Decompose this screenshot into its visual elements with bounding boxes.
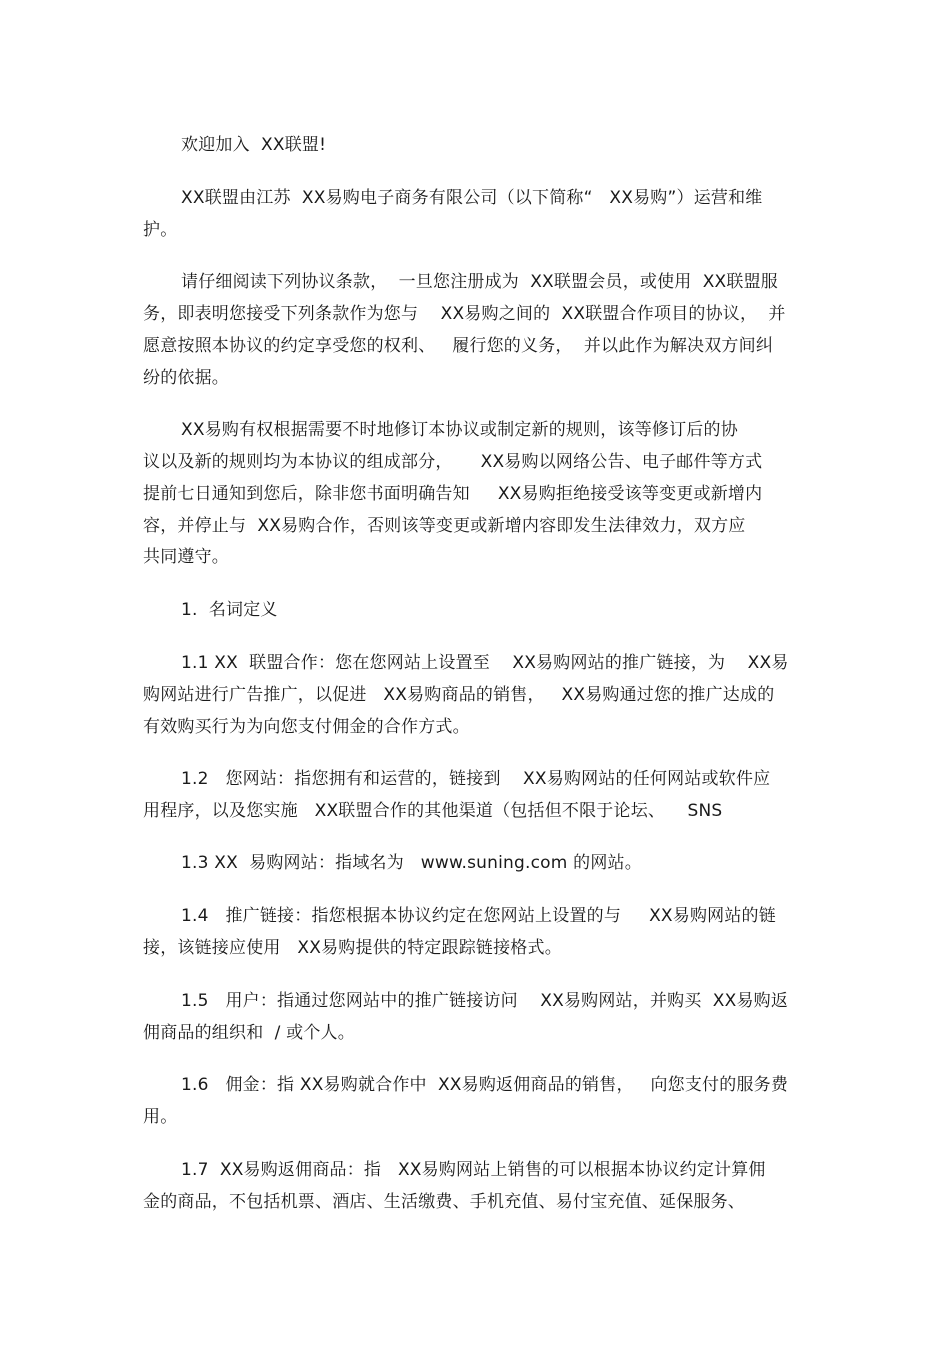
def-1-4-line-1: 1.4 推广链接：指您根据本协议约定在您网站上设置的与 XX易购网站的链 [181,906,776,926]
def-1-1-line-2: 购网站进行广告推广，以促进 XX易购商品的销售， XX易购通过您的推广达成的 [143,685,775,705]
welcome-line: 欢迎加入 XX联盟! [181,135,327,155]
revise-line-3: 提前七日通知到您后，除非您书面明确告知 XX易购拒绝接受该等变更或新增内 [143,484,763,504]
def-1-2-line-1: 1.2 您网站：指您拥有和运营的，链接到 XX易购网站的任何网站或软件应 [181,769,771,789]
revise-line-4: 容，并停止与 XX易购合作，否则该等变更或新增内容即发生法律效力，双方应 [143,516,746,536]
section-heading: 1. 名词定义 [181,600,278,620]
def-1-3-line-1: 1.3 XX 易购网站：指域名为 www.suning.com 的网站。 [181,853,642,873]
revise-line-1: XX易购有权根据需要不时地修订本协议或制定新的规则，该等修订后的协 [181,420,738,440]
def-1-5-line-2: 佣商品的组织和 / 或个人。 [143,1023,355,1043]
read-line-3: 愿意按照本协议的约定享受您的权利、 履行您的义务， 并以此作为解决双方间纠 [143,336,774,356]
read-line-2: 务，即表明您接受下列条款作为您与 XX易购之间的 XX联盟合作项目的协议， 并 [143,304,786,324]
revise-line-5: 共同遵守。 [143,547,229,567]
def-1-7-line-2: 金的商品，不包括机票、酒店、生活缴费、手机充值、易付宝充值、延保服务、 [143,1192,745,1212]
intro-line-1: XX联盟由江苏 XX易购电子商务有限公司（以下简称“ XX易购”）运营和维 [181,188,763,208]
intro-line-2: 护。 [143,220,178,240]
def-1-5-line-1: 1.5 用户：指通过您网站中的推广链接访问 XX易购网站，并购买 XX易购返 [181,991,789,1011]
def-1-1-line-1: 1.1 XX 联盟合作：您在您网站上设置至 XX易购网站的推广链接，为 XX易 [181,653,789,673]
def-1-4-line-2: 接，该链接应使用 XX易购提供的特定跟踪链接格式。 [143,938,562,958]
read-line-1: 请仔细阅读下列协议条款， 一旦您注册成为 XX联盟会员，或使用 XX联盟服 [181,272,779,292]
read-line-4: 纷的依据。 [143,368,229,388]
def-1-7-line-1: 1.7 XX易购返佣商品：指 XX易购网站上销售的可以根据本协议约定计算佣 [181,1160,766,1180]
def-1-6-line-2: 用。 [143,1107,178,1127]
def-1-1-line-3: 有效购买行为为向您支付佣金的合作方式。 [143,717,470,737]
def-1-6-line-1: 1.6 佣金：指 XX易购就合作中 XX易购返佣商品的销售， 向您支付的服务费 [181,1075,789,1095]
def-1-2-line-2: 用程序，以及您实施 XX联盟合作的其他渠道（包括但不限于论坛、 SNS [143,801,723,821]
revise-line-2: 议以及新的规则均为本协议的组成部分， XX易购以网络公告、电子邮件等方式 [143,452,763,472]
